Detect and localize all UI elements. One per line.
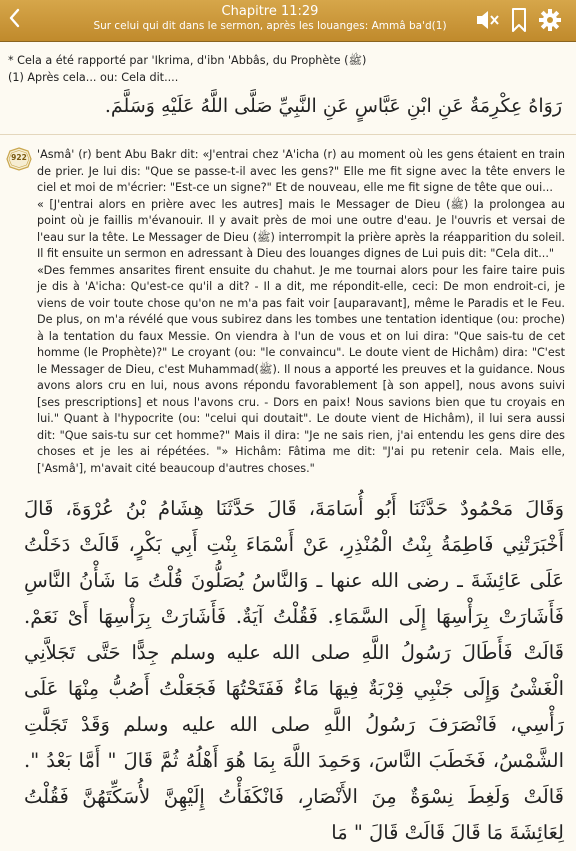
- arabic-intro-text: رَوَاهُ عِكْرِمَةُ عَنِ ابْنِ عَبَّاسٍ عَنِ النَّبِيِّ صَلَّى اللَّهُ عَلَيْهِ وَسَلَّمَ.: [104, 95, 562, 117]
- hadith-number: 922: [11, 153, 27, 162]
- gear-icon[interactable]: [537, 7, 563, 33]
- hadith-paragraph: 'Asmâ' (r) bent Abu Bakr dit: «J'entrai chez 'A'icha (r) au moment où les gens étaient en train de prier. Je lui dis: "Que se passe-t-il avec les gens?" Elle me fit signe avec la tête envers le ciel et moi de m'écrier: "Est-ce un signe?" Et de nouveau, elle me fit signe de tête que oui...: [37, 148, 565, 194]
- hadith-paragraph: « [J'entrai alors en prière avec les autres] mais le Messager de Dieu (ﷺ) la prolongea au point où je faillis m'évanouir. Il y avait près de moi une outre d'eau. Je l'ouvris et versai de l'eau sur la tête. Le Messager de Dieu (ﷺ) interrompit la prière après la réapparition du soleil. Il fit ensuite un sermon en adressant à Dieu des louanges dignes de Lui puis dit: "Cela dit...": [37, 197, 565, 260]
- hadith-paragraph: «Des femmes ansarites firent ensuite du chahut. Je me tournai alors pour les faire taire puis je dis à 'A'icha: Qu'est-ce qu'il a dit? - Il a dit, me répondit-elle, ceci: De mon endroit-ci, je viens de voir toute chose qu'on ne m'a pas fait voir [auparavant], même le Paradis et le Feu. De plus, on m'a révélé que vous subirez dans les tombes une tentation identique (ou: proche) à la tentation du faux Messie. On viendra à l'un de vous et on lui dira: "Que sais-tu de cet homme (le Prophète)?" Le croyant (ou: "le convaincu". Le doute vient de Hichâm) dira: "C'est le Messager de Dieu, c'est Muhammad(ﷺ). Il nous a apporté les preuves et la guidance. Nous avons alors cru en lui, nous avons répondu favorablement [à son appel], nous avons suivi [ses prescriptions] et nous l'avons cru. - Dors en paix! Nous savions bien que tu croyais en lui." Quant à l'hypocrite (ou: "celui qui doutait". Le doute vient de Hichâm), il lui sera aussi dit: "Que sais-tu sur cet homme?" Mais il dira: "Je ne sais rien, j'ai entendu les gens dire des choses et je les ai répétées. "» Hichâm: Fâtima me dit: "J'ai pu retenir cela. Mais elle, ['Asmâ'], m'avait cité beaucoup d'autres choses.": [37, 263, 565, 475]
- footnote: (1) Après cela... ou: Cela dit....: [8, 71, 179, 84]
- chapter-title: Chapitre 11:29: [221, 4, 319, 19]
- hadith-arabic-text: وَقَالَ مَحْمُودٌ حَدَّثَنَا أَبُو أُسَامَةَ، قَالَ حَدَّثَنَا هِشَامُ بْنُ عُرْوَةَ، قَالَ أَخْبَرَتْنِي فَاطِمَةُ بِنْتُ الْمُنْذِرِ، عَنْ أَسْمَاءَ بِنْتِ أَبِي بَكْرٍ، قَالَتْ دَخَلْتُ عَلَى عَائِشَةَ ـ رضى الله عنها ـ وَالنَّاسُ يُصَلُّونَ قُلْتُ مَا شَأْنُ النَّاسِ فَأَشَارَتْ بِرَأْسِهَا إِلَى السَّمَاءِ. فَقُلْتُ آيَةٌ. فَأَشَارَتْ بِرَأْسِهَا أَىْ نَعَمْ. قَالَتْ فَأَطَالَ رَسُولُ اللَّهِ صلى الله عليه وسلم جِدًّا حَتَّى تَجَلاَّنِي الْغَشْىُ وَإِلَى جَنْبِي قِرْبَةٌ فِيهَا مَاءٌ فَفَتَحْتُهَا فَجَعَلْتُ أَصُبُّ مِنْهَا عَلَى رَأْسِي، فَانْصَرَفَ رَسُولُ اللَّهِ صلى الله عليه وسلم وَقَدْ تَجَلَّتِ الشَّمْسُ، فَخَطَبَ النَّاسَ، وَحَمِدَ اللَّهَ بِمَا هُوَ أَهْلُهُ ثُمَّ قَالَ " أَمَّا بَعْدُ ". قَالَتْ وَلَغِطَ نِسْوَةٌ مِنَ الأَنْصَارِ، فَانْكَفَأْتُ إِلَيْهِنَّ لأُسَكِّتَهُنَّ فَقُلْتُ لِعَائِشَةَ مَا قَالَ قَالَتْ قَالَ " مَا: [24, 497, 564, 844]
- chapter-subtitle: Sur celui qui dit dans le sermon, après les louanges: Ammâ ba'd(1): [93, 20, 447, 32]
- narration-note: * Cela a été rapporté par 'Ikrima, d'ibn 'Abbâs, du Prophète (ﷺ): [8, 54, 367, 67]
- bookmark-icon[interactable]: [506, 7, 532, 33]
- hadith-french-text: [37, 147, 565, 477]
- hadith-content[interactable]: [0, 41, 576, 844]
- navigation-header: [0, 0, 576, 42]
- section-divider: [0, 134, 576, 135]
- chevron-left-icon[interactable]: [6, 6, 24, 30]
- speaker-muted-icon[interactable]: [474, 7, 500, 33]
